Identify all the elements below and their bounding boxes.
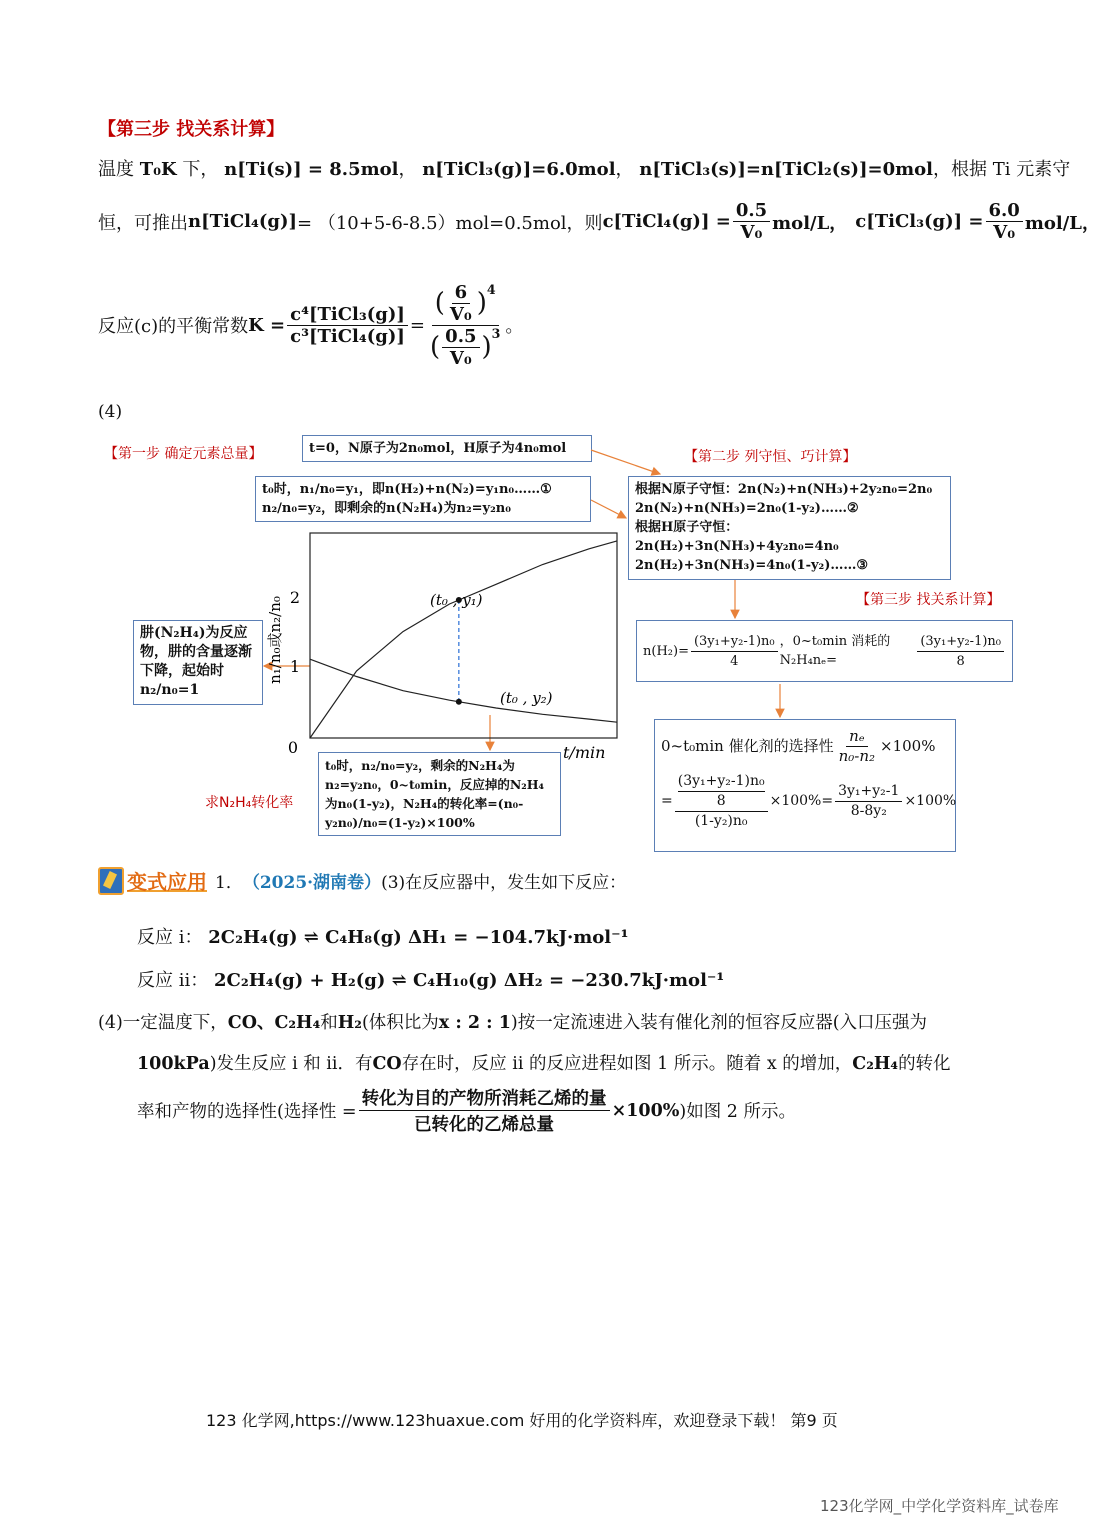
- p4-line1: [98, 1009, 927, 1034]
- selectivity-frac: [359, 1085, 610, 1136]
- ne-den: 8: [956, 653, 965, 669]
- reaction-i: [137, 923, 629, 949]
- ytick-1: 1: [289, 657, 300, 676]
- sel-prefix: 0~t₀min 催化剂的选择性: [661, 737, 834, 755]
- chart: [266, 533, 617, 762]
- watermark: 123化学网_中学化学资料库_试卷库: [820, 1497, 1059, 1515]
- p4-line2: [137, 1050, 951, 1075]
- sel2-eq: =: [661, 793, 673, 809]
- p4-line3: [137, 1085, 796, 1136]
- sel-den: n₀-n₂: [838, 747, 876, 765]
- p4-sel-num: 转化为目的产物所消耗乙烯的量: [359, 1085, 610, 1111]
- line2-c-ticl3: c[TiCl₃(g)] =: [855, 211, 984, 232]
- ylabel: n₁/n₀或n₂/n₀: [266, 596, 284, 684]
- p4-e: (体积比为: [361, 1013, 439, 1033]
- r-den-n: 0.5: [442, 326, 479, 348]
- step2-label: 【第二步 列守恒、巧计算】: [684, 449, 857, 465]
- line2-unit1: mol/L，: [772, 212, 848, 234]
- box-hydrazine: 肼(N₂H₄)为反应物，肼的含量逐渐下降，起始时n₂/n₀=1: [133, 620, 263, 705]
- sel2-num: 3y₁+y₂-1: [835, 782, 902, 802]
- p4-l2-c: CO: [372, 1054, 402, 1074]
- footer: 123 化学网,https://www.123huaxue.com 好用的化学资料库，欢迎登录下载！ 第9 页: [206, 1411, 838, 1430]
- line1-below: 下，: [182, 159, 219, 180]
- line3-eq: =: [409, 314, 426, 336]
- ne-num: (3y₁+y₂-1)n₀: [917, 632, 1004, 652]
- line1-t0k: T₀K: [139, 159, 177, 180]
- cons-line4: 2n(H₂)+3n(NH₃)+4y₂n₀=4n₀: [635, 539, 839, 554]
- k-ratio-den: ( $\frac{0.5}{\text{V₀}}$ ) $^3$: [430, 325, 501, 369]
- r-num-d: V₀: [449, 303, 472, 325]
- box-t0-line1: t₀时，n₁/n₀=y₁，即n(H₂)+n(N₂)=y₁n₀……①: [262, 482, 552, 497]
- h2-num: (3y₁+y₂-1)n₀: [691, 632, 778, 652]
- cons-line5: 2n(H₂)+3n(NH₃)=4n₀(1-y₂)……③: [635, 558, 869, 573]
- series-line-n1: [310, 541, 617, 738]
- p4-l2-f: 的转化: [898, 1054, 951, 1074]
- sel-num: nₑ: [846, 727, 867, 747]
- cons-line2: 2n(N₂)+n(NH₃)=2n₀(1-y₂)……②: [635, 501, 859, 516]
- cons-line3: 根据H原子守恒：: [635, 520, 739, 535]
- arrow-t0times-to-cons: [591, 500, 626, 518]
- pencil-icon: [98, 867, 124, 895]
- sel2-top-num: (3y₁+y₂-1)n₀: [678, 772, 765, 792]
- ytick-0: 0: [287, 738, 298, 757]
- step1-label: 【第一步 确定元素总量】: [104, 446, 263, 462]
- sel2-top-den: 8: [716, 793, 726, 809]
- step3-diagram-label: 【第三步 找关系计算】: [856, 592, 1001, 608]
- p4-l2-a: 100kPa: [137, 1054, 210, 1074]
- p4-l3-c: )如图 2 所示。: [679, 1102, 796, 1122]
- r-den-exp: 3: [491, 325, 501, 341]
- variant-source: （2025·湖南卷）: [242, 873, 382, 893]
- line1-ticl3s: n[TiCl₃(s)]=n[TiCl₂(s)]=0mol: [639, 159, 933, 180]
- line2-calc: = （10+5-6-8.5）mol=0.5mol，则: [297, 212, 603, 234]
- xlabel: t/min: [563, 743, 606, 762]
- line1-sep2: ，: [615, 159, 634, 180]
- line3-k: K =: [248, 314, 286, 336]
- line1-ticl3: n[TiCl₃(g)]=6.0mol: [422, 159, 616, 180]
- r2-label: 反应 ii：: [137, 970, 209, 991]
- h2-den: 4: [730, 653, 739, 669]
- r-num-exp: 4: [486, 281, 496, 297]
- line1-sep1: ，: [398, 159, 417, 180]
- cons-line1: 根据N原子守恒：2n(N₂)+n(NH₃)+2y₂n₀=2n₀: [635, 482, 933, 497]
- k-num: c⁴[TiCl₃(g)]: [287, 304, 408, 326]
- p4-sel-den: 已转化的乙烯总量: [414, 1115, 555, 1135]
- r1-equation: 2C₂H₄(g) ⇌ C₄H₈(g) ΔH₁ = −104.7kJ·mol⁻¹: [208, 927, 629, 948]
- annotation-y1: (t₀ , y₁): [430, 591, 483, 609]
- frac2-num: 6.0: [986, 200, 1023, 222]
- p4-l2-e: C₂H₄: [852, 1054, 899, 1074]
- p4-c: 和: [320, 1013, 338, 1033]
- line1-ti: n[Ti(s)] = 8.5mol: [224, 159, 399, 180]
- r2-equation: 2C₂H₄(g) + H₂(g) ⇌ C₄H₁₀(g) ΔH₂ = −230.7kJ·mol⁻¹: [213, 970, 725, 991]
- part4-label: (4): [98, 402, 123, 422]
- step3-title: 【第三步 找关系计算】: [98, 119, 285, 140]
- box-t0-line2: n₂/n₀=y₂，即剩余的n(N₂H₄)为n₂=y₂n₀: [262, 501, 511, 516]
- frac1-den: V₀: [740, 222, 763, 243]
- sel2-den: 8-8y₂: [850, 803, 887, 819]
- point-t0-y2: [456, 699, 462, 705]
- series-line-n2: [310, 659, 617, 722]
- p4-f: x : 2 : 1: [438, 1013, 511, 1033]
- p4-l2-d: 存在时，反应 ii 的反应进程如图 1 所示。随着 x 的增加，: [401, 1054, 853, 1074]
- p4-d: H₂: [337, 1013, 362, 1033]
- variant-badge: 变式应用: [127, 870, 207, 894]
- plot-frame: [310, 533, 617, 738]
- r1-label: 反应 i：: [137, 927, 203, 948]
- arrow-t0-to-step2: [591, 450, 660, 474]
- p4-l3-a: 率和产物的选择性(选择性 =: [137, 1102, 357, 1122]
- variant-header: [98, 866, 626, 895]
- box-conversion: t₀时，n₂/n₀=y₂，剩余的N₂H₄为n₂=y₂n₀，0~t₀min，反应掉的N₂H₄为n₀(1-y₂)，N₂H₄的转化率=(n₀-y₂n₀)/n₀=(1-y₂)×100%: [318, 752, 561, 836]
- line1-tail: ，根据 Ti 元素守: [932, 159, 1071, 180]
- k-ratio-num: ( $\frac{6}{\text{V₀}}$ ) $^4$: [432, 282, 499, 326]
- p4-l3-b: ×100%: [611, 1100, 680, 1121]
- conv-label: 求N₂H₄转化率: [205, 795, 294, 811]
- sel2-mid: ×100%=: [769, 793, 834, 809]
- sel-tail: ×100%: [880, 737, 936, 755]
- line3-end: 。: [505, 316, 524, 337]
- p4-a: (4)一定温度下，: [98, 1013, 228, 1033]
- line3-prefix: 反应(c)的平衡常数: [98, 316, 249, 337]
- p4-g: )按一定流速进入装有催化剂的恒容反应器(入口压强为: [510, 1013, 928, 1033]
- k-den: c³[TiCl₄(g)]: [290, 325, 405, 347]
- h2-prefix: n(H₂)=: [643, 643, 689, 659]
- line1-prefix: 温度: [98, 159, 134, 180]
- sel2-bot: (1-y₂)n₀: [694, 813, 748, 829]
- p4-b: CO、C₂H₄: [227, 1013, 321, 1033]
- r-num-n: 6: [452, 282, 471, 304]
- line2-unit2: mol/L，: [1024, 212, 1100, 234]
- line2-prefix: 恒，可推出: [98, 212, 188, 234]
- frac1-num: 0.5: [733, 200, 770, 222]
- ytick-2: 2: [289, 588, 300, 607]
- reaction-ii: [137, 966, 724, 992]
- frac2-den: V₀: [993, 222, 1016, 243]
- variant-intro: (3)在反应器中，发生如下反应：: [381, 873, 627, 893]
- line2-ticl4: n[TiCl₄(g)]: [188, 211, 298, 232]
- sel2-tail: ×100%: [904, 793, 957, 809]
- variant-num: 1．: [215, 873, 243, 893]
- r-den-d: V₀: [449, 347, 472, 369]
- annotation-y2: (t₀ , y₂): [500, 689, 553, 707]
- box-t0: t=0，N原子为2n₀mol，H原子为4n₀mol: [302, 435, 592, 462]
- p4-l2-b: )发生反应 i 和 ii．有: [209, 1054, 373, 1074]
- h2-mid: ，0~t₀min 消耗的 N₂H₄nₑ=: [779, 634, 891, 668]
- line2-c-ticl4: c[TiCl₄(g)] =: [602, 211, 731, 232]
